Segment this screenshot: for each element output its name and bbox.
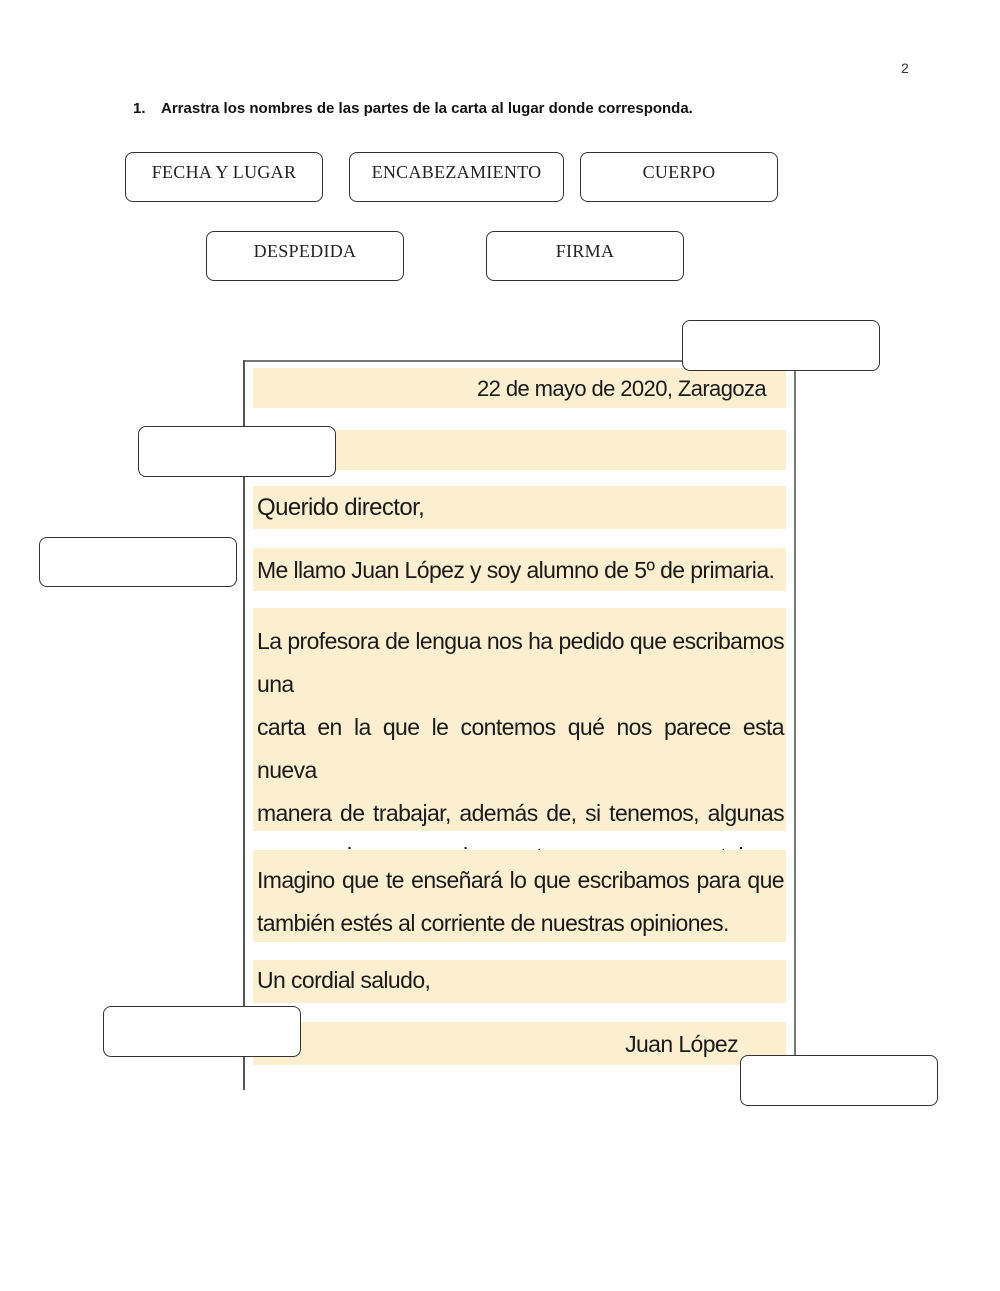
body-1-line: manera de trabajar, además de, si tenemos, algunas [257,800,784,826]
body-1-line: carta en la que le contemos qué nos parece esta nueva [257,714,784,783]
letter-body-paragraph-1 [253,608,786,831]
drop-zone-closing[interactable] [103,1006,301,1057]
letter-greeting [253,486,786,529]
letter-right-border [794,360,796,1060]
chip-cuerpo[interactable]: CUERPO [580,152,778,202]
chip-despedida[interactable]: DESPEDIDA [206,231,404,281]
page-number: 2 [901,60,909,76]
body-2-line: también estés al corriente de nuestras opiniones. [257,910,729,936]
instruction-text: Arrastra los nombres de las partes de la carta al lugar donde corresponda. [161,100,693,117]
body-1-line: La profesora de lengua nos ha pedido que escribamos una [257,628,784,697]
letter-signature [253,1022,786,1065]
closing-text: Un cordial saludo, [257,967,431,993]
chip-fecha-y-lugar[interactable]: FECHA Y LUGAR [125,152,323,202]
drop-zone-intro[interactable] [39,537,237,587]
drop-zone-blank[interactable] [138,426,336,477]
drop-zone-date-place[interactable] [682,320,880,371]
letter-date-place [253,368,786,408]
instruction [133,100,693,117]
chip-firma[interactable]: FIRMA [486,231,684,281]
drop-zone-signature[interactable] [740,1055,938,1106]
date-place-text: 22 de mayo de 2020, Zaragoza [477,376,766,401]
intro-text: Me llamo Juan López y soy alumno de 5º de primaria. [257,557,775,583]
greeting-text: Querido director, [257,494,425,521]
letter-closing [253,960,786,1003]
signature-text: Juan López [625,1031,738,1057]
letter-body-paragraph-2 [253,850,786,942]
instruction-number: 1. [133,100,146,117]
letter-intro [253,548,786,591]
chip-encabezamiento[interactable]: ENCABEZAMIENTO [349,152,564,202]
body-2-line: Imagino que te enseñará lo que escribamos para que [257,867,784,893]
